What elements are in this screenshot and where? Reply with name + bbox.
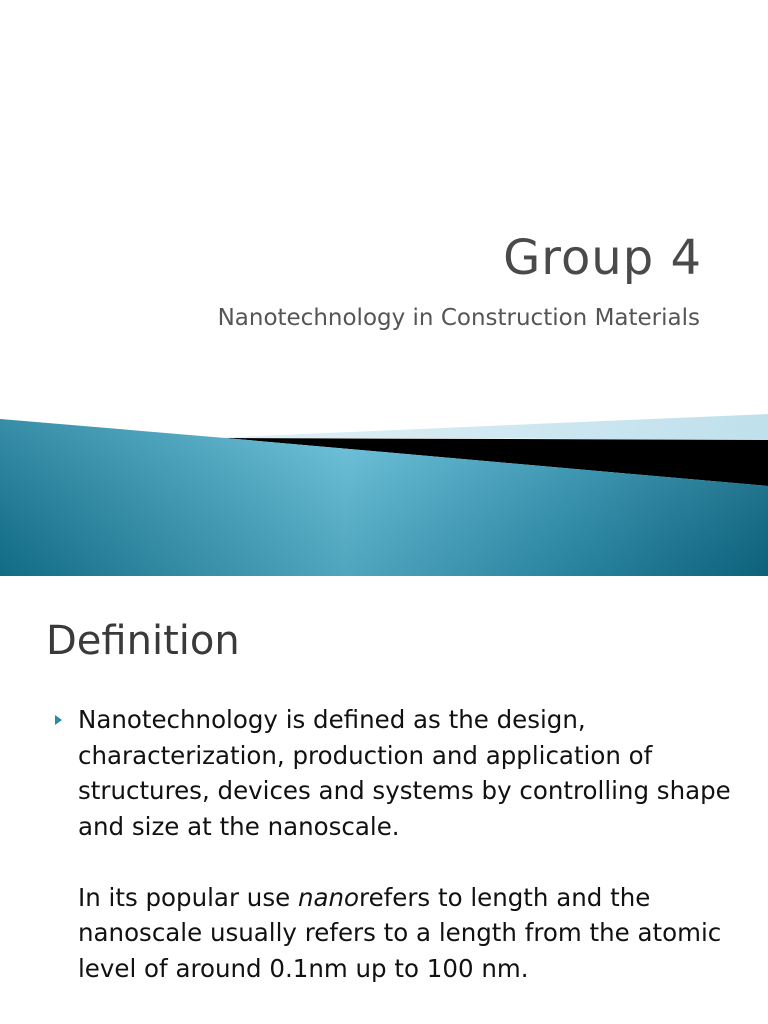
definition-bullet-text: Nanotechnology is defined as the design, characterization, production and application of structures, devices and systems by controlling shape and size at the nanoscale. [78, 705, 731, 841]
paragraph-prefix: In its popular use [78, 882, 298, 912]
pale-blue-stripe [210, 414, 768, 440]
bullet-arrow-icon [55, 715, 62, 725]
slide-title: Group 4 [503, 230, 702, 286]
definition-second-paragraph [78, 880, 738, 987]
definition-slide [0, 576, 768, 1024]
slide-subtitle: Nanotechnology in Construction Materials [217, 305, 700, 331]
paragraph-suffix: refers to length and the nanoscale usually refers to a length from the atomic level of around 0.1nm up to 100 nm. [78, 882, 722, 983]
definition-heading: Definition [46, 618, 240, 664]
decorative-wave-band [0, 400, 768, 576]
nano-emphasis: nano [297, 882, 360, 912]
definition-body [78, 702, 738, 986]
